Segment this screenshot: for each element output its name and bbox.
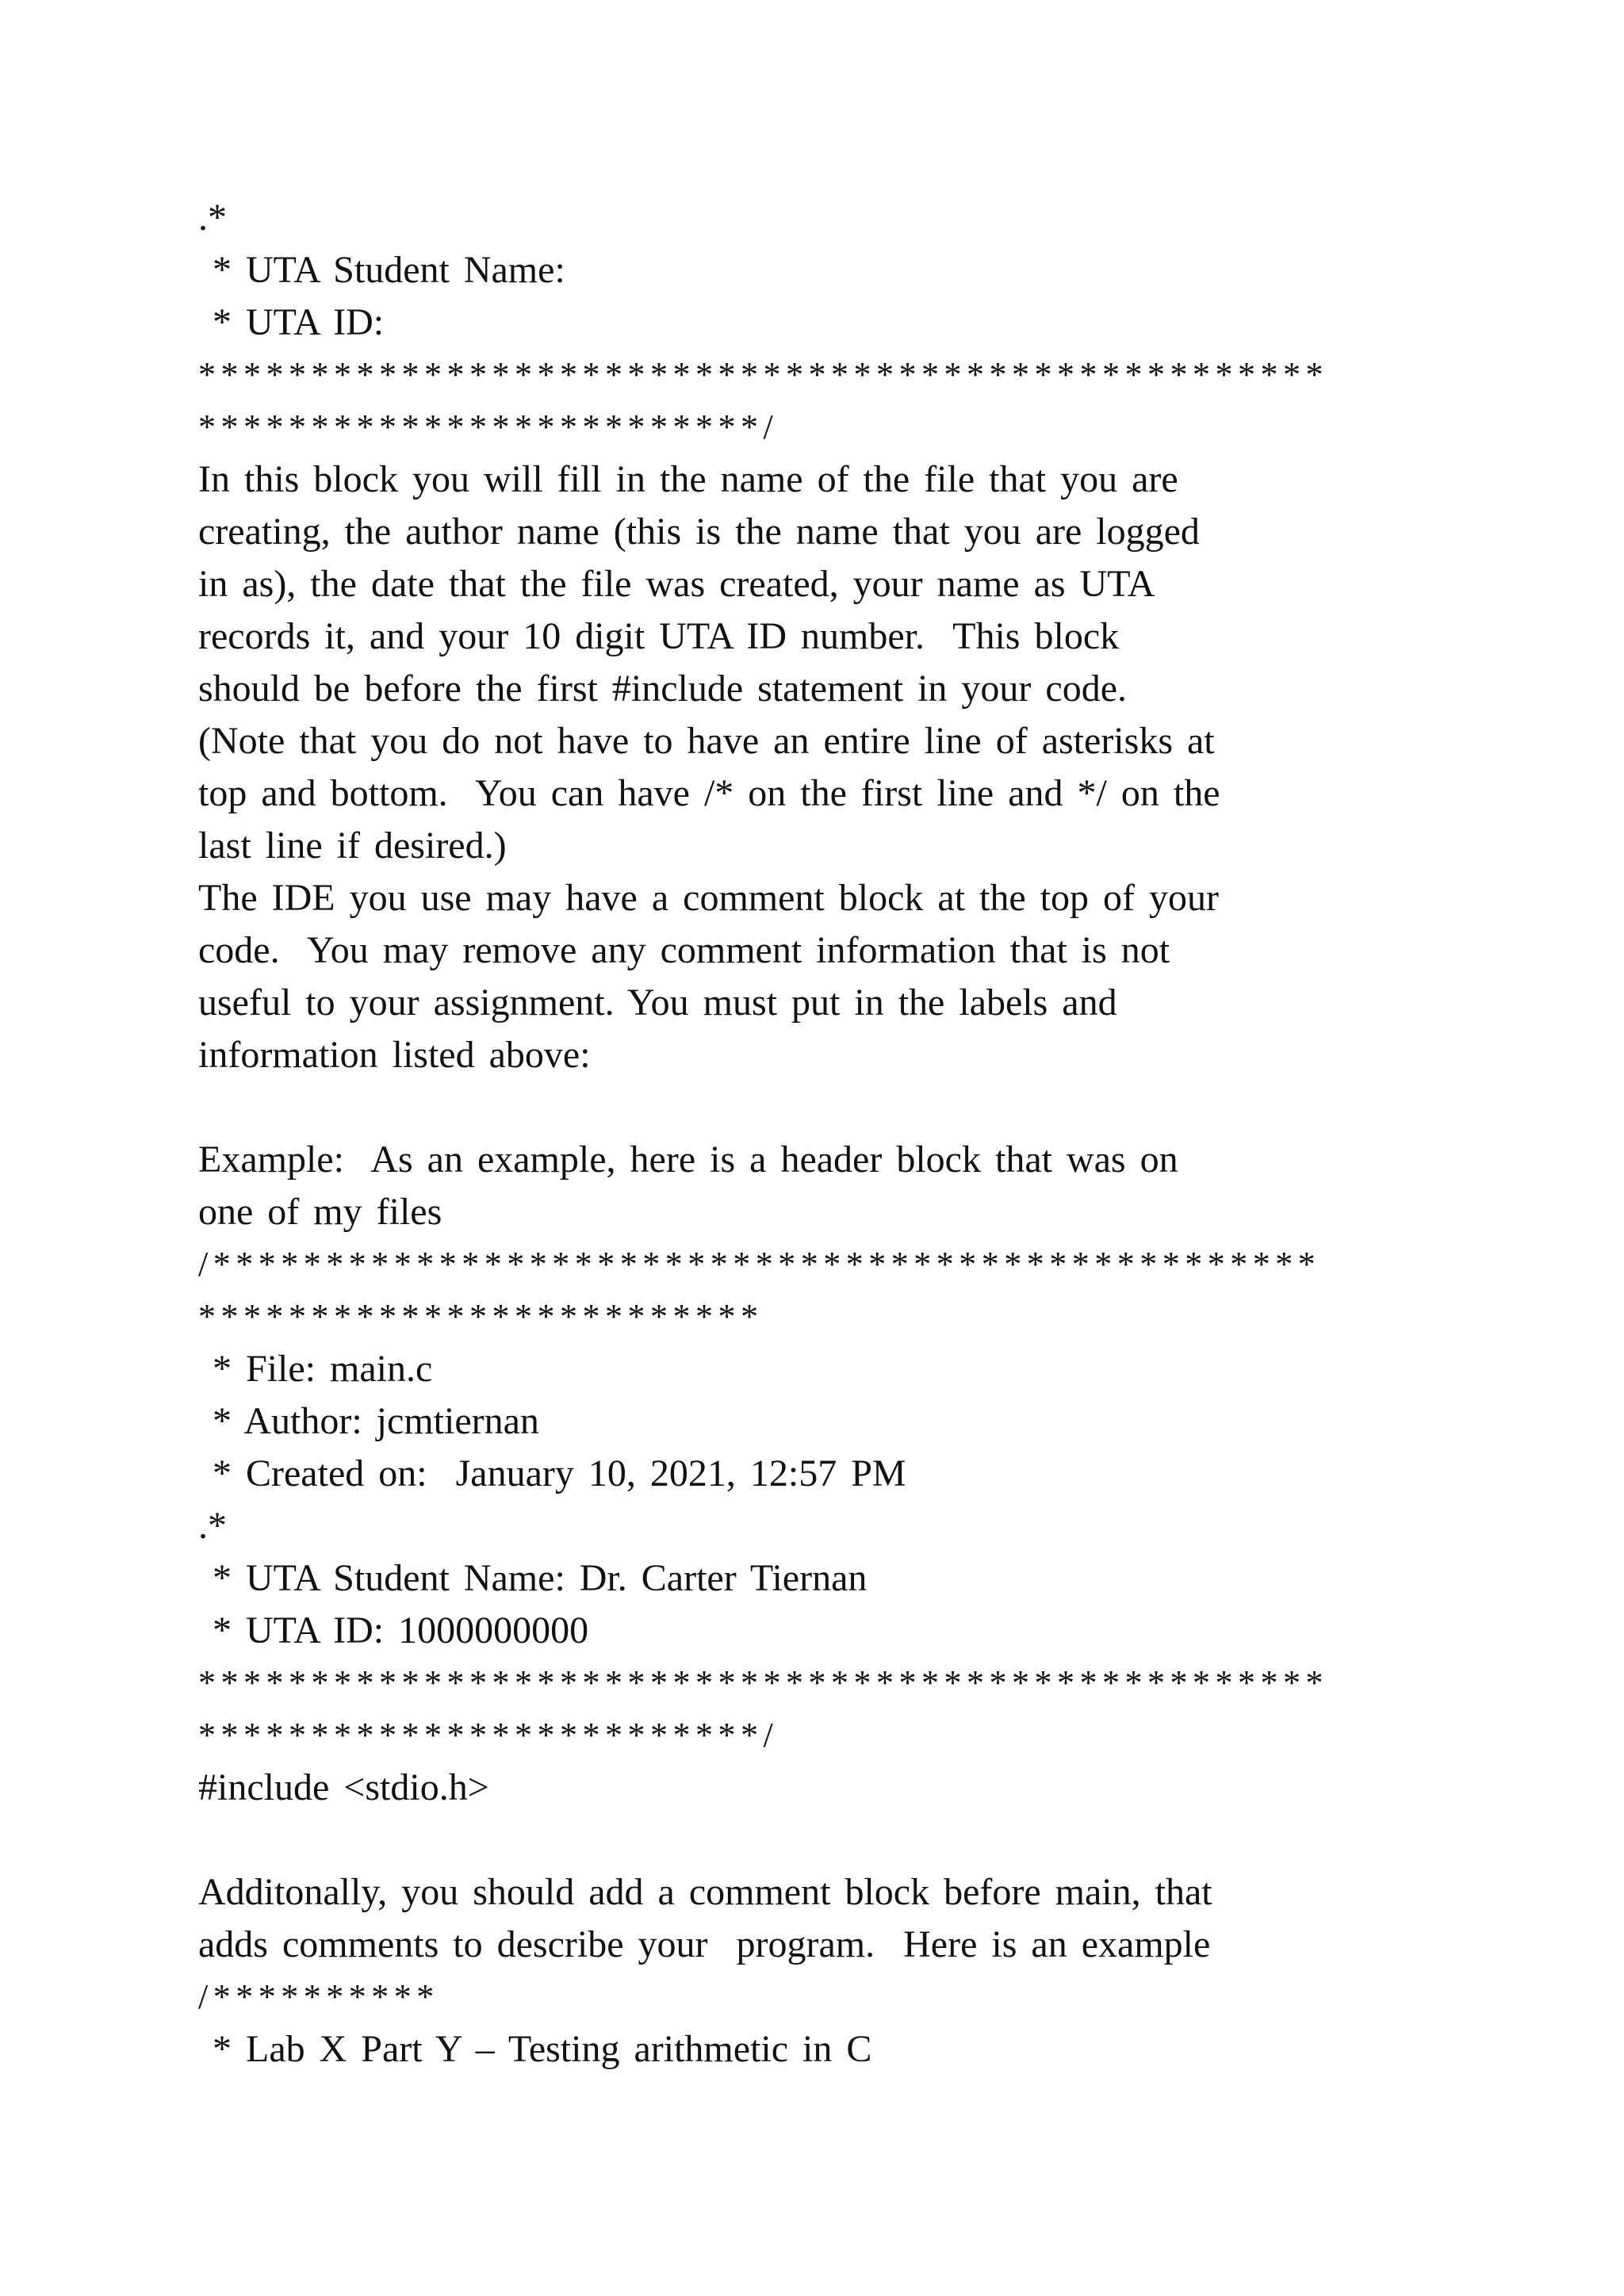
paragraph-line: Example: As an example, here is a header block that was on xyxy=(198,1138,1178,1181)
paragraph-line: one of my files xyxy=(198,1191,442,1233)
code-line: * File: main.c xyxy=(198,1348,433,1390)
paragraph-line: top and bottom. You can have /* on the first line and */ on the xyxy=(198,772,1220,814)
asterisk-line: ************************************************** xyxy=(198,1663,1328,1702)
paragraph-line: The IDE you use may have a comment block at the top of your xyxy=(198,877,1219,919)
code-line: * Author: jcmtiernan xyxy=(198,1400,539,1442)
code-line: * Lab X Part Y – Testing arithmetic in C xyxy=(198,2028,872,2070)
code-line: * UTA ID: xyxy=(198,301,385,343)
paragraph-line: information listed above: xyxy=(198,1034,591,1076)
paragraph-line: creating, the author name (this is the name that you are logged xyxy=(198,511,1200,553)
blank-line xyxy=(198,1814,1435,1866)
paragraph-line: code. You may remove any comment information that is not xyxy=(198,929,1170,971)
document-body xyxy=(198,192,1435,2076)
paragraph-line: in as), the date that the file was created, your name as UTA xyxy=(198,563,1155,605)
paragraph-line: should be before the first #include statement in your code. xyxy=(198,668,1128,710)
code-line: .* xyxy=(198,197,227,239)
asterisk-line: *************************/ xyxy=(198,1716,779,1755)
blank-line xyxy=(198,1081,1435,1134)
paragraph-line: (Note that you do not have to have an entire line of asterisks at xyxy=(198,720,1215,762)
code-line: * UTA ID: 1000000000 xyxy=(198,1609,589,1651)
asterisk-line: /********** xyxy=(198,1977,439,2016)
paragraph-line: In this block you will fill in the name of the file that you are xyxy=(198,458,1178,500)
paragraph-line: last line if desired.) xyxy=(198,825,507,867)
paragraph-line: useful to your assignment. You must put in the labels and xyxy=(198,982,1117,1024)
asterisk-line: /************************************************* xyxy=(198,1245,1321,1284)
paragraph-line: Additonally, you should add a comment block before main, that xyxy=(198,1871,1212,1913)
code-line: * Created on: January 10, 2021, 12:57 PM xyxy=(198,1452,906,1494)
paragraph-line: records it, and your 10 digit UTA ID number. This block xyxy=(198,615,1120,657)
asterisk-line: ************************************************** xyxy=(198,355,1328,394)
asterisk-line: *************************/ xyxy=(198,408,779,446)
code-line: * UTA Student Name: Dr. Carter Tiernan xyxy=(198,1557,868,1599)
code-line: * UTA Student Name: xyxy=(198,249,565,291)
paragraph-line: adds comments to describe your program. Here is an example xyxy=(198,1923,1211,1965)
code-line: .* xyxy=(198,1505,227,1547)
asterisk-line: ************************* xyxy=(198,1297,764,1336)
code-line: #include <stdio.h> xyxy=(198,1766,489,1808)
